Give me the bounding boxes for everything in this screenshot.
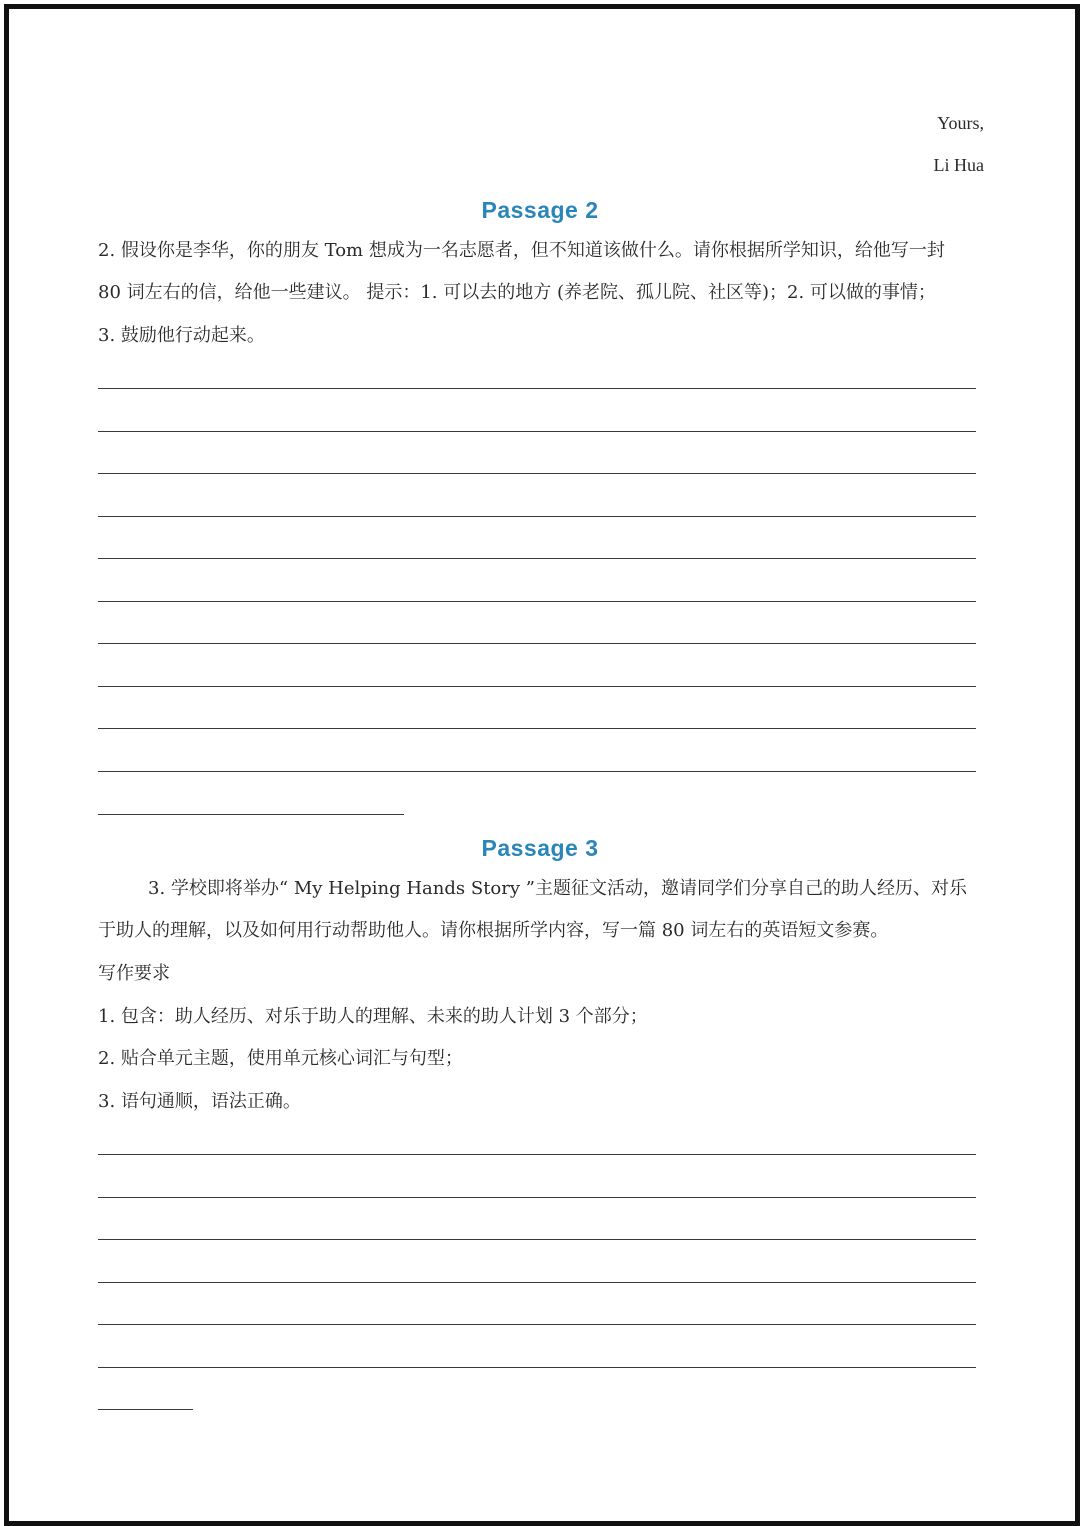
answer-line[interactable] (98, 643, 976, 644)
writing-requirements-heading: 写作要求 (98, 963, 170, 984)
requirement-3: 3. 语句通顺，语法正确。 (98, 1091, 301, 1112)
answer-line[interactable] (98, 1197, 976, 1198)
answer-line[interactable] (98, 1154, 976, 1155)
answer-line[interactable] (98, 601, 976, 602)
answer-line-short[interactable] (98, 814, 404, 815)
answer-line[interactable] (98, 558, 976, 559)
letter-signature: Li Hua (933, 155, 984, 175)
answer-line[interactable] (98, 1239, 976, 1240)
answer-line[interactable] (98, 388, 976, 389)
page-border (4, 4, 1080, 1526)
passage-3-title: Passage 3 (481, 835, 599, 861)
answer-line[interactable] (98, 473, 976, 474)
answer-line[interactable] (98, 1367, 976, 1368)
answer-line[interactable] (98, 1282, 976, 1283)
letter-closing: Yours, (937, 113, 984, 133)
answer-line[interactable] (98, 1324, 976, 1325)
answer-line[interactable] (98, 728, 976, 729)
answer-line[interactable] (98, 771, 976, 772)
requirement-2: 2. 贴合单元主题，使用单元核心词汇与句型； (98, 1048, 463, 1069)
answer-line[interactable] (98, 431, 976, 432)
passage-2-prompt-line-1: 2. 假设你是李华，你的朋友 Tom 想成为一名志愿者，但不知道该做什么。请你根据所学知识，给他写一封 (98, 240, 945, 261)
passage-2-prompt-line-3: 3. 鼓励他行动起来。 (98, 325, 265, 346)
answer-line[interactable] (98, 686, 976, 687)
answer-line-short[interactable] (98, 1409, 193, 1410)
requirement-1: 1. 包含：助人经历、对乐于助人的理解、未来的助人计划 3 个部分； (98, 1006, 648, 1027)
passage-2-title: Passage 2 (481, 197, 599, 223)
passage-3-prompt-line-2: 于助人的理解，以及如何用行动帮助他人。请你根据所学内容，写一篇 80 词左右的英语短文参赛。 (98, 920, 889, 941)
passage-2-prompt-line-2: 80 词左右的信，给他一些建议。 提示：1. 可以去的地方 (养老院、孤儿院、社区等)；2. 可以做的事情； (98, 282, 936, 303)
answer-line[interactable] (98, 516, 976, 517)
passage-3-prompt-line-1: 3. 学校即将举办“ My Helping Hands Story ”主题征文活动，邀请同学们分享自己的助人经历、对乐 (148, 878, 967, 899)
